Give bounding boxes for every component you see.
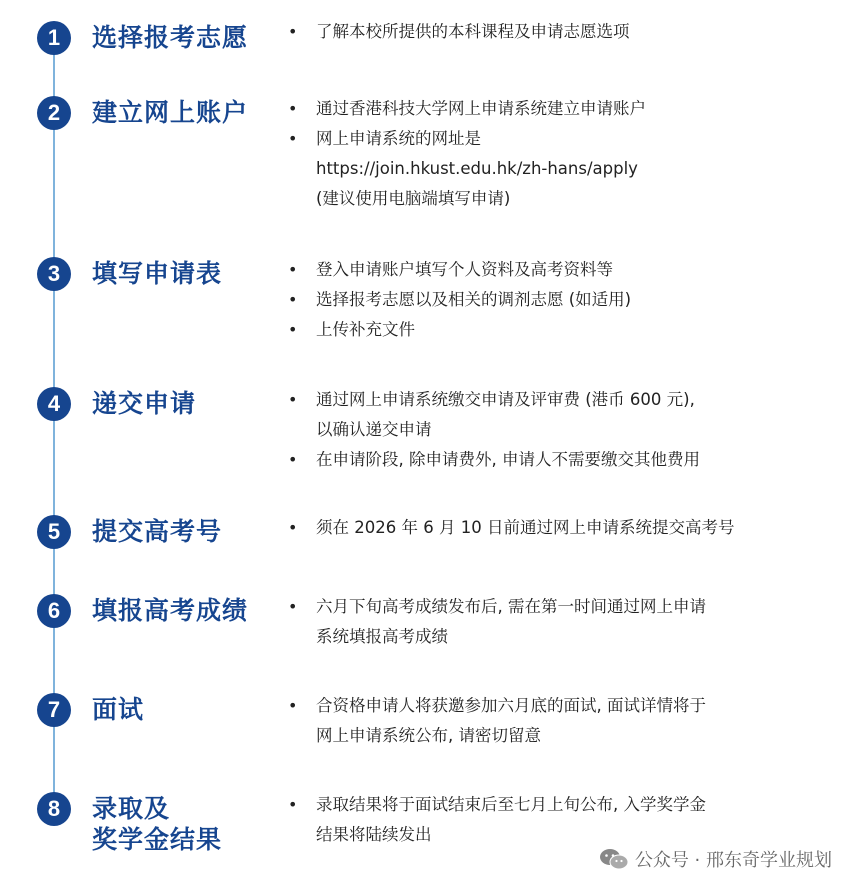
bullet-item: • 合资格申请人将获邀参加六月底的面试, 面试详情将于 网上申请系统公布, 请密切留意 (288, 691, 808, 751)
watermark-text: 公众号 · 邢东奇学业规划 (634, 850, 832, 871)
bullet-item: • 通过香港科技大学网上申请系统建立申请账户 (288, 94, 808, 124)
bullet-item: • 六月下旬高考成绩发布后, 需在第一时间通过网上申请 系统填报高考成绩 (288, 592, 808, 652)
bullet-item: • 登入申请账户填写个人资料及高考资料等 (288, 255, 808, 285)
step-title: 选择报考志愿 (92, 23, 249, 52)
step-number-badge: 7 (37, 693, 71, 727)
step-bullets (288, 17, 808, 47)
step-bullets (288, 790, 808, 850)
bullet-item: • 须在 2026 年 6 月 10 日前通过网上申请系统提交高考号 (288, 513, 808, 543)
step-number-badge: 4 (37, 387, 71, 421)
step-bullets (288, 255, 808, 345)
bullet-item: • 录取结果将于面试结束后至七月上旬公布, 入学奖学金 结果将陆续发出 (288, 790, 808, 850)
step-number-badge: 5 (37, 515, 71, 549)
apply-url-link[interactable]: https://join.hkust.edu.hk/zh-hans/apply (316, 159, 638, 178)
step-title: 填写申请表 (92, 259, 223, 288)
step-title: 递交申请 (92, 389, 197, 418)
step-bullets (288, 94, 808, 214)
step-title: 录取及 奖学金结果 (92, 794, 223, 854)
step-title: 面试 (92, 695, 145, 724)
step-number-badge: 3 (37, 257, 71, 291)
step-number-badge: 8 (37, 792, 71, 826)
step-number-badge: 1 (37, 21, 71, 55)
step-title: 提交高考号 (92, 517, 223, 546)
bullet-item: • 网上申请系统的网址是 https://join.hkust.edu.hk/zh-hans/apply (建议使用电脑端填写申请) (288, 124, 808, 214)
step-number-badge: 2 (37, 96, 71, 130)
bullet-item: • 上传补充文件 (288, 315, 808, 345)
step-bullets (288, 513, 808, 543)
bullet-item: • 了解本校所提供的本科课程及申请志愿选项 (288, 17, 808, 47)
step-title: 填报高考成绩 (92, 596, 249, 625)
bullet-item: • 选择报考志愿以及相关的调剂志愿 (如适用) (288, 285, 808, 315)
step-number-badge: 6 (37, 594, 71, 628)
wechat-icon (599, 848, 629, 870)
bullet-item: • 在申请阶段, 除申请费外, 申请人不需要缴交其他费用 (288, 445, 808, 475)
step-bullets (288, 385, 808, 475)
step-title: 建立网上账户 (92, 98, 249, 127)
bullet-item: • 通过网上申请系统缴交申请及评审费 (港币 600 元), 以确认递交申请 (288, 385, 808, 445)
step-bullets (288, 691, 808, 751)
step-bullets (288, 592, 808, 652)
watermark (599, 846, 832, 872)
